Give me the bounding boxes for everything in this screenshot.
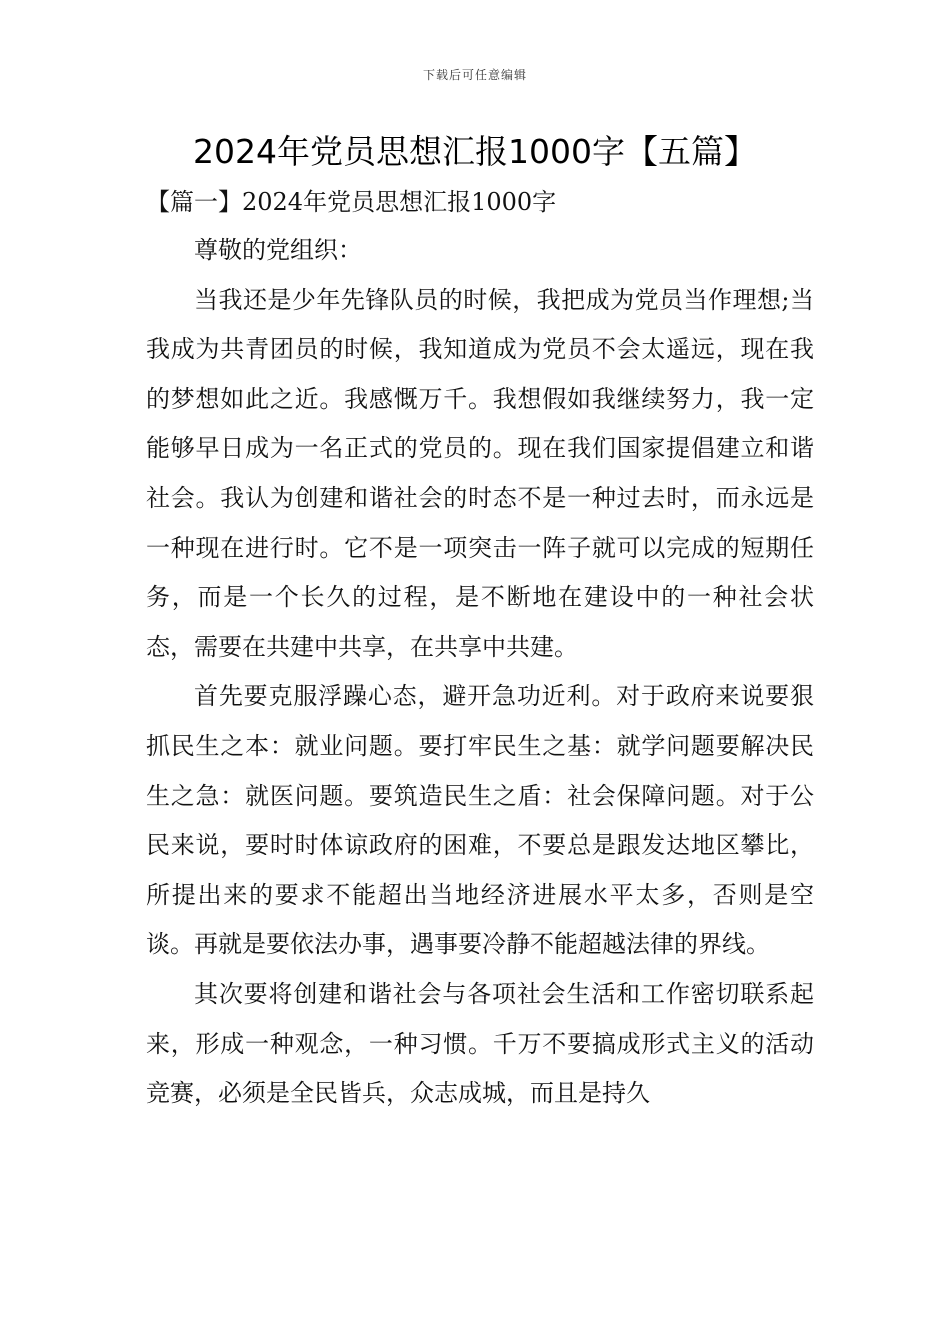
page-header-note: 下载后可任意编辑 xyxy=(422,68,527,82)
salutation: 尊敬的党组织： xyxy=(194,236,362,264)
section-title: 【篇一】2024年党员思想汇报1000字 xyxy=(146,188,557,216)
document-body xyxy=(146,226,814,1119)
document-title: 2024年党员思想汇报1000字【五篇】 xyxy=(193,132,757,171)
body-paragraph-2: 首先要克服浮躁心态，避开急功近利。对于政府来说要狠抓民生之本：就业问题。要打牢民生之基：就学问题要解决民生之急：就医问题。要筑造民生之盾：社会保障问题。对于公民来说，要时时体谅政府的困难，不要总是跟发达地区攀比，所提出来的要求不能超出当地经济进展水平太多，否则是空谈。再就是要依法办事，遇事要冷静不能超越法律的界线。 xyxy=(146,682,814,959)
body-paragraph-1: 当我还是少年先锋队员的时候，我把成为党员当作理想;当我成为共青团员的时候，我知道成为党员不会太遥远，现在我的梦想如此之近。我感慨万千。我想假如我继续努力，我一定能够早日成为一名正式的党员的。现在我们国家提倡建立和谐社会。我认为创建和谐社会的时态不是一种过去时，而永远是一种现在进行时。它不是一项突击一阵子就可以完成的短期任务，而是一个长久的过程，是不断地在建设中的一种社会状态，需要在共建中共享，在共享中共建。 xyxy=(146,285,814,661)
body-paragraph-3: 其次要将创建和谐社会与各项社会生活和工作密切联系起来，形成一种观念，一种习惯。千万不要搞成形式主义的活动竞赛，必须是全民皆兵，众志成城，而且是持久 xyxy=(146,979,814,1108)
